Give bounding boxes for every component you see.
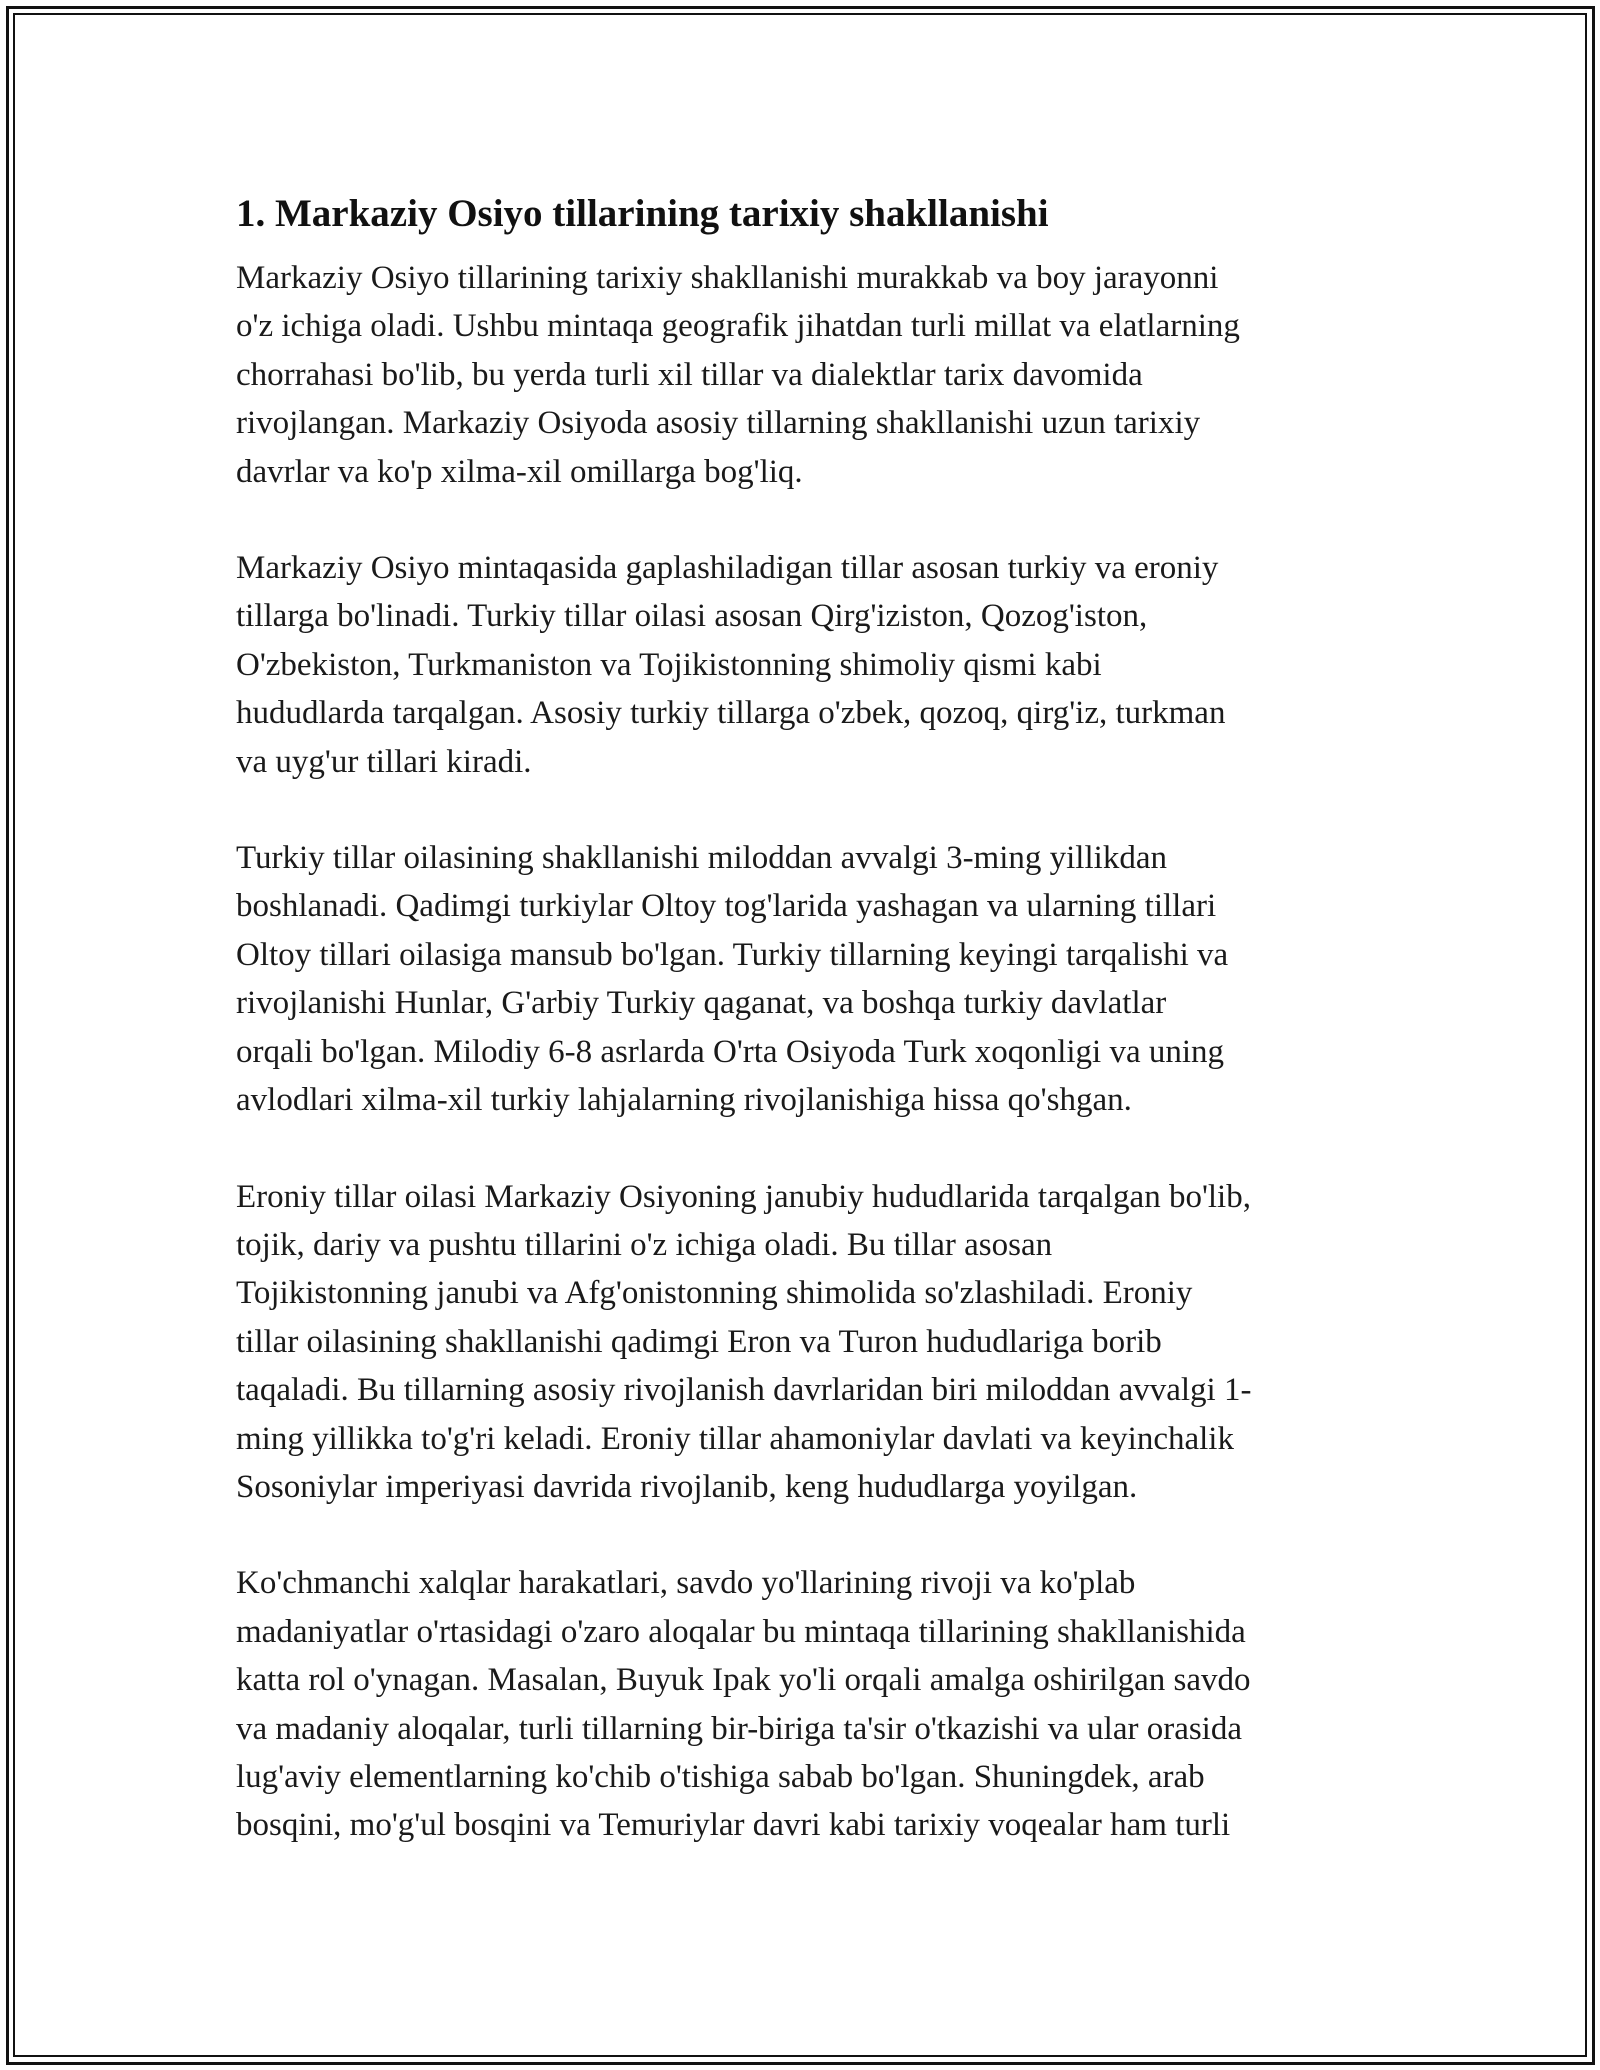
paragraph-4 — [236, 1173, 1366, 1512]
paragraph-1 — [236, 254, 1366, 496]
paragraph-line: Turkiy tillar oilasining shakllanishi miloddan avvalgi 3-ming yillikdan — [236, 840, 1167, 877]
paragraph-line: Tojikistonning janubi va Afg'onistonning shimolida so'zlashiladi. Eroniy — [236, 1275, 1193, 1312]
paragraph-line: va madaniy aloqalar, turli tillarning bir-biriga ta'sir o'tkazishi va ular orasida — [236, 1710, 1243, 1747]
paragraph-line: ming yillikka to'g'ri keladi. Eroniy tillar ahamoniylar davlati va keyinchalik — [236, 1420, 1234, 1457]
paragraph-line: Oltoy tillari oilasiga mansub bo'lgan. Turkiy tillarning keyingi tarqalishi va — [236, 936, 1229, 973]
paragraph-line: avlodlari xilma-xil turkiy lahjalarning rivojlanishiga hissa qo'shgan. — [236, 1082, 1132, 1119]
paragraph-line: davrlar va ko'p xilma-xil omillarga bog'liq. — [236, 453, 803, 490]
paragraph-5 — [236, 1559, 1366, 1849]
section-heading: 1. Markaziy Osiyo tillarining tarixiy shakllanishi — [236, 192, 1049, 235]
paragraph-line: Sosoniylar imperiyasi davrida rivojlanib, keng hududlarga yoyilgan. — [236, 1468, 1138, 1505]
paragraph-line: boshlanadi. Qadimgi turkiylar Oltoy tog'larida yashagan va ularning tillari — [236, 888, 1217, 925]
paragraph-line: o'z ichiga oladi. Ushbu mintaqa geografik jihatdan turli millat va elatlarning — [236, 308, 1240, 345]
paragraph-line: hududlarda tarqalgan. Asosiy turkiy tillarga o'zbek, qozoq, qirg'iz, turkman — [236, 695, 1226, 732]
paragraph-line: katta rol o'ynagan. Masalan, Buyuk Ipak yo'li orqali amalga oshirilgan savdo — [236, 1662, 1251, 1699]
paragraph-line: O'zbekiston, Turkmaniston va Tojikistonning shimoliy qismi kabi — [236, 646, 1102, 683]
paragraph-line: bosqini, mo'g'ul bosqini va Temuriylar davri kabi tarixiy voqealar ham turli — [236, 1807, 1231, 1844]
paragraph-line: va uyg'ur tillari kiradi. — [236, 743, 532, 780]
paragraph-line: rivojlanishi Hunlar, G'arbiy Turkiy qaganat, va boshqa turkiy davlatlar — [236, 985, 1167, 1022]
paragraph-line: Ko'chmanchi xalqlar harakatlari, savdo yo'llarining rivoji va ko'plab — [236, 1565, 1136, 1602]
paragraph-line: tillar oilasining shakllanishi qadimgi Eron va Turon hududlariga borib — [236, 1323, 1162, 1360]
paragraph-line: Markaziy Osiyo mintaqasida gaplashiladigan tillar asosan turkiy va eroniy — [236, 550, 1219, 587]
paragraph-line: rivojlangan. Markaziy Osiyoda asosiy tillarning shakllanishi uzun tarixiy — [236, 405, 1201, 442]
paragraph-3 — [236, 834, 1366, 1124]
paragraph-line: taqaladi. Bu tillarning asosiy rivojlanish davrlaridan biri miloddan avvalgi 1- — [236, 1372, 1252, 1409]
paragraph-line: tillarga bo'linadi. Turkiy tillar oilasi asosan Qirg'iziston, Qozog'iston, — [236, 598, 1148, 635]
paragraph-2 — [236, 544, 1366, 786]
paragraph-line: tojik, dariy va pushtu tillarini o'z ichiga oladi. Bu tillar asosan — [236, 1226, 1053, 1263]
paragraph-line: madaniyatlar o'rtasidagi o'zaro aloqalar bu mintaqa tillarining shakllanishida — [236, 1613, 1246, 1650]
paragraph-line: chorrahasi bo'lib, bu yerda turli xil tillar va dialektlar tarix davomida — [236, 356, 1143, 393]
paragraph-line: Markaziy Osiyo tillarining tarixiy shakllanishi murakkab va boy jarayonni — [236, 260, 1219, 296]
paragraph-line: lug'aviy elementlarning ko'chib o'tishiga sabab bo'lgan. Shuningdek, arab — [236, 1758, 1205, 1795]
document-body — [236, 186, 1366, 1898]
paragraph-line: orqali bo'lgan. Milodiy 6-8 asrlarda O'rta Osiyoda Turk xoqonligi va uning — [236, 1033, 1225, 1070]
paragraph-line: Eroniy tillar oilasi Markaziy Osiyoning janubiy hududlarida tarqalgan bo'lib, — [236, 1178, 1251, 1215]
